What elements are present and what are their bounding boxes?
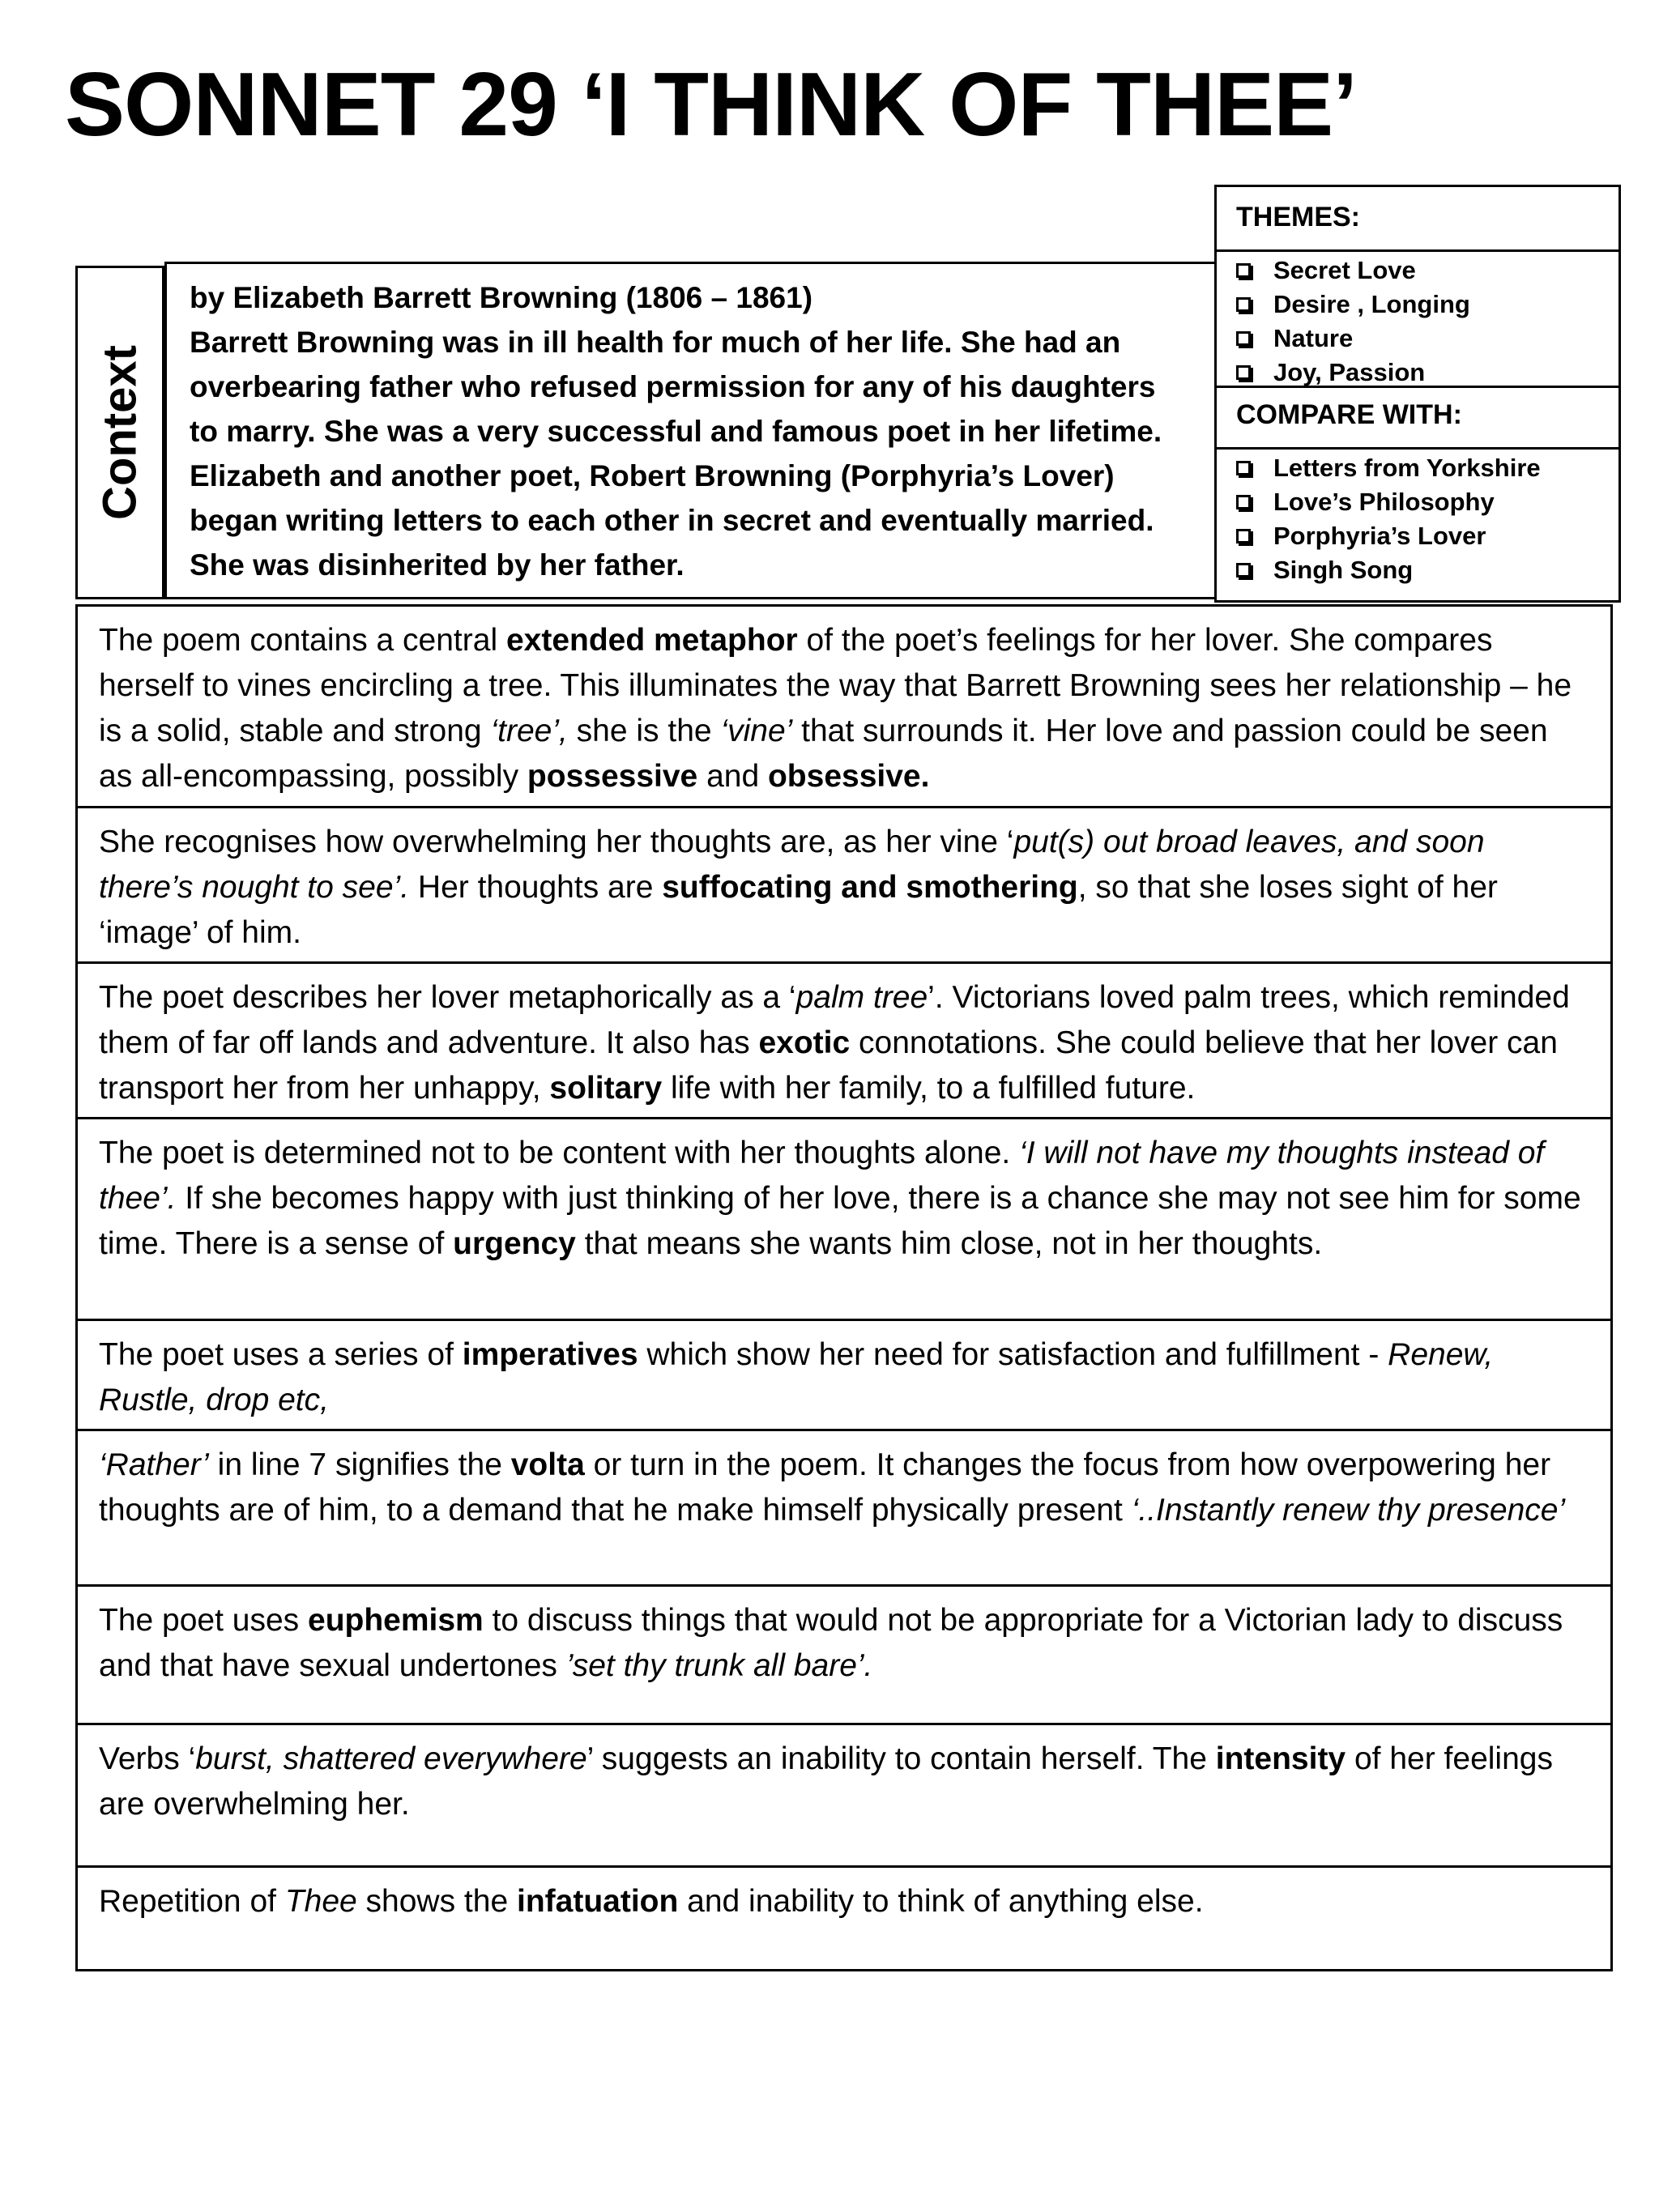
analysis-note (78, 808, 1610, 964)
note-text: The poet describes her lover metaphorically as a ‘ (99, 980, 796, 1015)
themes-section (1217, 252, 1618, 388)
theme-item-label: Desire , Longing (1273, 290, 1470, 318)
analysis-note (78, 1868, 1610, 1974)
note-quote: ‘vine’ (720, 714, 793, 748)
note-emphasis: imperatives (462, 1337, 638, 1372)
note-text: to discuss things that would not be appropriate for a Victorian lady to discuss and that have sexual undertones (99, 1603, 1563, 1683)
note-text: of her feelings are overwhelming her. (99, 1741, 1553, 1822)
note-text: or turn in the poem. It changes the focus from how overpowering her thoughts are of him, to a demand that he make himself physically present (99, 1447, 1551, 1528)
note-quote: Thee (284, 1884, 357, 1919)
note-emphasis: possessive (527, 759, 698, 794)
theme-item-label: Secret Love (1273, 256, 1416, 284)
note-text: and inability to think of anything else. (678, 1884, 1204, 1919)
note-text: shows the (356, 1884, 517, 1919)
compare-heading: COMPARE WITH: (1217, 388, 1618, 450)
analysis-note (78, 1725, 1610, 1868)
note-quote: ‘I will not have my thoughts instead of thee’. (99, 1136, 1545, 1216)
note-text: , so that she loses sight of her ‘image’ of him. (99, 870, 1498, 950)
note-quote: ‘tree’, (490, 714, 568, 748)
compare-item-label: Singh Song (1273, 556, 1414, 584)
checkbox-icon (1236, 461, 1251, 475)
analysis-note (78, 607, 1610, 808)
theme-item-label: Nature (1273, 324, 1354, 352)
compare-item-label: Letters from Yorkshire (1273, 454, 1541, 482)
note-quote: ‘Rather’ (99, 1447, 209, 1482)
note-emphasis: euphemism (308, 1603, 484, 1638)
note-quote: ‘..Instantly renew thy presence’ (1131, 1493, 1566, 1528)
theme-item-label: Joy, Passion (1273, 358, 1426, 386)
note-emphasis: extended metaphor (505, 623, 798, 658)
note-text: that surrounds it. Her love and passion could be seen as all-encompassing, possibly (99, 714, 1548, 794)
note-quote: burst, shattered everywhere (195, 1741, 587, 1776)
theme-item (1236, 322, 1618, 356)
checkbox-icon (1236, 263, 1251, 278)
note-text: of the poet’s feelings for her lover. She compares herself to vines encircling a tree. This illuminates the way that Barrett Browning sees her relationship – he is a solid, stable and strong (99, 623, 1572, 748)
compare-item-label: Porphyria’s Lover (1273, 522, 1486, 550)
themes-heading: THEMES: (1217, 187, 1618, 252)
note-text: Her thoughts are (409, 870, 663, 905)
analysis-note (78, 1119, 1610, 1321)
checkbox-icon (1236, 563, 1251, 578)
analysis-note (78, 1587, 1610, 1725)
note-text: ’. Victorians loved palm trees, which reminded them of far off lands and adventure. It also has (99, 980, 1570, 1060)
note-text: Repetition of (99, 1884, 285, 1919)
theme-item (1236, 356, 1618, 390)
note-text: that means she wants him close, not in her thoughts. (575, 1226, 1323, 1261)
compare-list (1217, 450, 1618, 587)
note-text: If she becomes happy with just thinking of her love, there is a chance she may not see him for some time. There is a sense of (99, 1181, 1581, 1261)
analysis-note (78, 1321, 1610, 1431)
note-emphasis: infatuation (517, 1884, 679, 1919)
note-text: Verbs ‘ (99, 1741, 196, 1776)
note-quote: Renew, Rustle, drop etc, (99, 1337, 1494, 1417)
note-text: connotations. She could believe that her lover can transport her from her unhappy, (99, 1025, 1558, 1106)
note-text: The poet is determined not to be content with her thoughts alone. (99, 1136, 1020, 1170)
context-label-box (75, 266, 164, 599)
analysis-note (78, 964, 1610, 1119)
checkbox-icon (1236, 495, 1251, 509)
page-title: SONNET 29 ‘I THINK OF THEE’ (65, 54, 1358, 155)
compare-item (1236, 553, 1618, 587)
note-text: The poet uses a series of (99, 1337, 463, 1372)
note-text: in line 7 signifies the (208, 1447, 511, 1482)
note-text: and (697, 759, 768, 794)
note-text: The poet uses (99, 1603, 308, 1638)
analysis-note (78, 1431, 1610, 1587)
note-text: which show her need for satisfaction and fulfillment - (638, 1337, 1388, 1372)
note-text: life with her family, to a fulfilled future. (662, 1071, 1196, 1106)
checkbox-icon (1236, 297, 1251, 312)
note-text: she is the (567, 714, 721, 748)
compare-item (1236, 451, 1618, 485)
theme-item (1236, 288, 1618, 322)
note-quote: palm tree (795, 980, 928, 1015)
compare-item (1236, 485, 1618, 519)
context-body: Barrett Browning was in ill health for much of her life. She had an overbearing father who refused permission for any of his daughters to marry. She was a very successful and famous poet in her lifetime. Elizabeth and another poet, Robert Browning (Porphyria’s Lover) began writing letters to each other in secret and eventually married. She was disinherited by her father. (190, 326, 1162, 582)
themes-list (1217, 252, 1618, 390)
note-emphasis: intensity (1215, 1741, 1346, 1776)
checkbox-icon (1236, 331, 1251, 346)
compare-item-label: Love’s Philosophy (1273, 488, 1495, 516)
checkbox-icon (1236, 529, 1251, 543)
note-emphasis: obsessive. (767, 759, 930, 794)
note-emphasis: urgency (453, 1226, 576, 1261)
context-label: Context (93, 345, 147, 520)
note-emphasis: solitary (549, 1071, 663, 1106)
theme-item (1236, 254, 1618, 288)
note-text: She recognises how overwhelming her thoughts are, as her vine ‘ (99, 825, 1014, 859)
note-text: The poem contains a central (99, 623, 506, 658)
themes-compare-panel (1214, 185, 1621, 603)
compare-item (1236, 519, 1618, 553)
note-emphasis: suffocating and smothering (662, 870, 1078, 905)
analysis-notes (75, 604, 1613, 1971)
context-author-line: by Elizabeth Barrett Browning (1806 – 1861) (190, 281, 813, 314)
context-section (164, 262, 1218, 599)
note-emphasis: volta (510, 1447, 585, 1482)
note-text: ’ suggests an inability to contain herself. The (586, 1741, 1216, 1776)
note-emphasis: exotic (758, 1025, 851, 1060)
checkbox-icon (1236, 365, 1251, 380)
note-quote: put(s) out broad leaves, and soon there’s nought to see’. (99, 825, 1485, 905)
note-quote: ’set thy trunk all bare’. (565, 1648, 873, 1683)
